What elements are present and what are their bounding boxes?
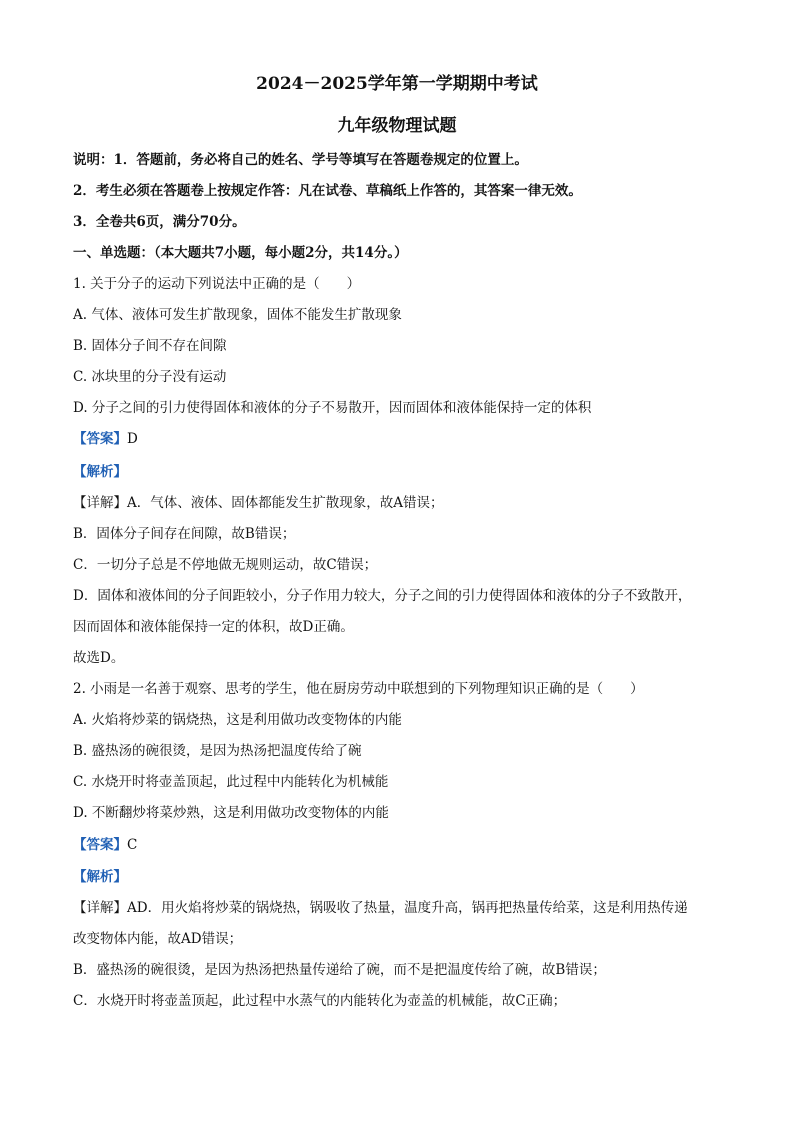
q2-analysis [73,867,127,887]
q1-detail-5: 因而固体和液体能保持一定的体积，故D正确。 [73,619,354,635]
q2-answer-tag: 【答案】 [73,837,127,853]
q2-detail-1 [73,898,688,918]
q1-detail-text: A．气体、液体、固体都能发生扩散现象，故A错误； [127,495,444,511]
q1-detail-4: D．固体和液体间的分子间距较小，分子作用力较大，分子之间的引力使得固体和液体的分子不致散开， [73,588,692,604]
q2-analysis-tag: 【解析】 [73,869,127,885]
q2-detail-text: AD．用火焰将炒菜的锅烧热，锅吸收了热量，温度升高，锅再把热量传给菜，这是利用热传递 [127,900,688,916]
q1-conclusion: 故选D。 [73,650,125,666]
q1-answer [73,429,138,449]
q2-detail-4: C．水烧开时将壶盖顶起，此过程中水蒸气的内能转化为壶盖的机械能，故C正确； [73,993,567,1009]
instruction-3: 3．全卷共6页，满分70分。 [73,214,246,230]
q1-option-b: B. 固体分子间不存在间隙 [73,338,227,354]
q2-option-a: A. 火焰将炒菜的锅烧热，这是利用做功改变物体的内能 [73,712,402,728]
exam-title: 2024－2025学年第一学期期中考试 [256,74,538,94]
q2-option-b: B. 盛热汤的碗很烫，是因为热汤把温度传给了碗 [73,743,362,759]
q1-option-d: D. 分子之间的引力使得固体和液体的分子不易散开，因而固体和液体能保持一定的体积 [73,400,592,416]
q1-detail-1 [73,493,444,513]
q1-answer-tag: 【答案】 [73,431,127,447]
q2-option-d: D. 不断翻炒将菜炒熟，这是利用做功改变物体的内能 [73,805,389,821]
q2-detail-2: 改变物体内能，故AD错误； [73,931,243,947]
q1-option-a: A. 气体、液体可发生扩散现象，固体不能发生扩散现象 [73,307,402,323]
q1-analysis [73,462,127,482]
q1-detail-2: B．固体分子间存在间隙，故B错误； [73,526,296,542]
q1-detail-3: C．一切分子总是不停地做无规则运动，故C错误； [73,557,378,573]
exam-subtitle: 九年级物理试题 [337,116,457,136]
q2-detail-tag: 【详解】 [73,900,127,916]
q2-stem: 2. 小雨是一名善于观察、思考的学生，他在厨房劳动中联想到的下列物理知识正确的是（ ） [73,681,644,697]
q1-answer-value: D [127,431,138,447]
q2-detail-3: B．盛热汤的碗很烫，是因为热汤把热量传递给了碗，而不是把温度传给了碗，故B错误； [73,962,606,978]
instruction-1: 说明：1．答题前，务必将自己的姓名、学号等填写在答题卷规定的位置上。 [73,152,528,168]
q2-option-c: C. 水烧开时将壶盖顶起，此过程中内能转化为机械能 [73,774,389,790]
q1-option-c: C. 冰块里的分子没有运动 [73,369,227,385]
q2-answer-value: C [127,837,138,853]
q1-analysis-tag: 【解析】 [73,464,127,480]
q1-stem: 1. 关于分子的运动下列说法中正确的是（ ） [73,276,361,292]
instruction-2: 2．考生必须在答题卷上按规定作答：凡在试卷、草稿纸上作答的，其答案一律无效。 [73,183,582,199]
q2-answer [73,835,137,855]
q1-detail-tag: 【详解】 [73,495,127,511]
section-heading: 一、单选题：（本大题共7小题，每小题2分，共14分。） [73,245,408,261]
